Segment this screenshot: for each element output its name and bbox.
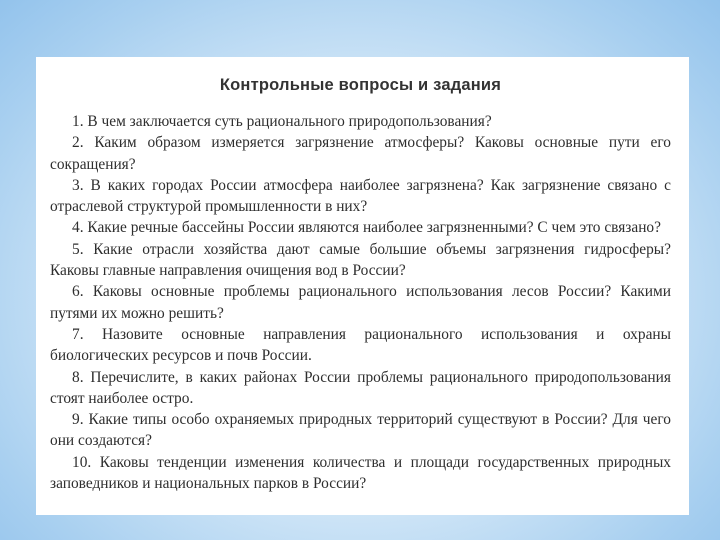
question-text: Каким образом измеряется загрязнение атмосферы? Каковы основные пути его сокращения? xyxy=(50,134,671,173)
question-text: В каких городах России атмосфера наиболее загрязнена? Как загрязнение связано с отраслевой структурой промышленности в них? xyxy=(50,176,671,216)
question-text: Перечислите, в каких районах России проблемы рационального природопользования стоят наиболее остро. xyxy=(50,368,671,407)
question-text: Каковы тенденции изменения количества и площади государственных природных заповедников и национальных парков в России? xyxy=(50,453,671,493)
question-text: Какие речные бассейны России являются наиболее загрязненными? С чем это связано? xyxy=(87,219,661,237)
question-item xyxy=(50,452,671,495)
page-title: Контрольные вопросы и задания xyxy=(219,76,502,94)
question-number: 3. xyxy=(72,176,84,194)
question-text: Какие типы особо охраняемых природных территорий существуют в России? Для чего они создаются? xyxy=(50,411,671,450)
question-number: 5. xyxy=(72,240,84,258)
question-item xyxy=(50,217,671,238)
question-text: Каковы основные проблемы рационального использования лесов России? Какими путями их можно решить? xyxy=(50,283,671,322)
question-number: 2. xyxy=(72,134,84,152)
document-page xyxy=(36,57,689,515)
question-text: Назовите основные направления рационального использования и охраны биологических ресурсов и почв России. xyxy=(50,325,671,365)
question-item xyxy=(50,239,671,282)
question-number: 9. xyxy=(72,411,84,429)
question-number: 1. xyxy=(72,113,84,130)
question-item xyxy=(50,409,671,452)
question-number: 8. xyxy=(72,368,84,386)
question-item xyxy=(50,175,671,218)
question-list xyxy=(50,111,671,494)
question-item xyxy=(50,281,671,324)
question-item xyxy=(50,324,671,367)
question-item xyxy=(50,132,671,175)
question-text: Какие отрасли хозяйства дают самые большие объемы загрязнения гидросферы? Каковы главные направления очищения вод в России? xyxy=(50,240,671,280)
question-text: В чем заключается суть рационального природопользования? xyxy=(87,113,492,130)
question-number: 10. xyxy=(72,453,92,471)
question-item xyxy=(50,111,671,132)
question-number: 4. xyxy=(72,219,84,237)
question-number: 7. xyxy=(72,325,84,343)
question-item xyxy=(50,367,671,410)
question-number: 6. xyxy=(72,283,84,301)
